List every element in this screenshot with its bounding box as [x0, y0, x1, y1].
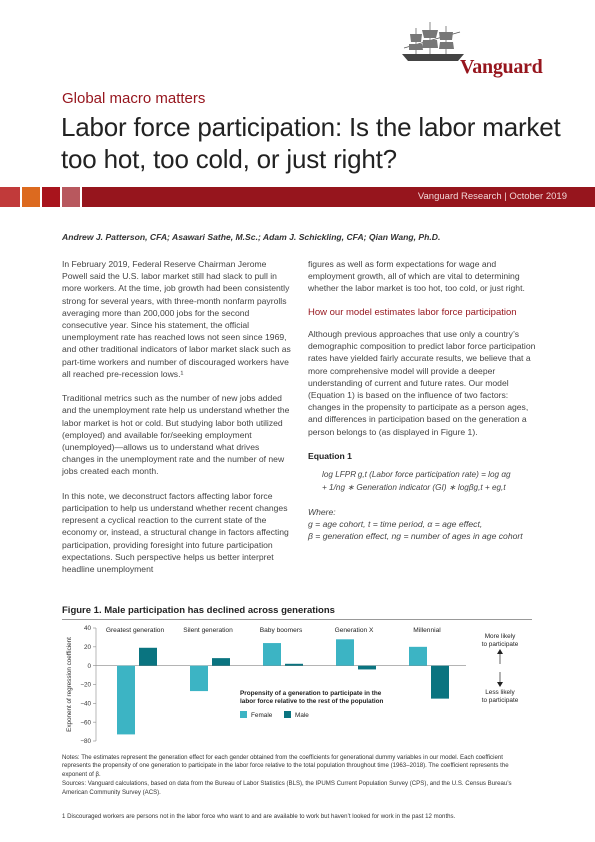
legend-label-female: Female — [251, 712, 273, 719]
bar-female — [263, 643, 281, 666]
category-label: Greatest generation — [105, 627, 165, 634]
category-label: Silent generation — [183, 627, 233, 634]
body-paragraph: Traditional metrics such as the number of new jobs added and the unemployment rate help us understand whether the labor market is hot or cold. But studying labor both utilized (employed) and available for/seeking employment (unemployed)—allows us to understand what drives changes in the unemployment rate and the number of new jobs created each month. — [62, 393, 290, 477]
strip-segment — [22, 187, 40, 207]
annotation-more-likely: More likely to participate — [481, 633, 519, 648]
y-tick-label: −80 — [80, 738, 91, 746]
strip-segment — [0, 187, 20, 207]
authors: Andrew J. Patterson, CFA; Asawari Sathe, M.Sc.; Adam J. Schickling, CFA; Qian Wang, Ph.D. — [62, 232, 441, 242]
equation — [308, 468, 540, 494]
footnote: 1 Discouraged workers are persons not in the labor force who want to and are available to work but haven’t looked for work in the past 12 months. — [62, 813, 456, 820]
y-tick-label: −40 — [80, 700, 91, 708]
vanguard-logo — [398, 18, 568, 80]
bar-male — [358, 666, 376, 670]
strip-publication-info: Vanguard Research | October 2019 — [82, 187, 595, 207]
bar-female — [190, 666, 208, 691]
bar-female — [117, 666, 135, 735]
bar-female — [336, 639, 354, 665]
brand-wordmark: Vanguard — [460, 56, 543, 78]
figure-title: Figure 1. Male participation has declined across generations — [62, 605, 335, 616]
equation-line: log LFPR g,t (Labor force participation rate) = log αg — [322, 470, 511, 480]
figure-notes — [62, 754, 532, 798]
arrow-down-head — [497, 682, 503, 687]
where-line: β = generation effect, ng = number of ages in age cohort — [308, 531, 523, 542]
annotation-less-likely: Less likely to participate — [481, 689, 519, 704]
y-tick-label: −60 — [80, 719, 91, 727]
bar-male — [212, 658, 230, 666]
section-heading: How our model estimates labor force participation — [308, 306, 517, 318]
legend-title: Propensity of a generation to participate in the labor force relative to the rest of the population — [240, 690, 384, 705]
bar-male — [285, 664, 303, 666]
category-label: Millennial — [413, 627, 441, 634]
strip-segment — [62, 187, 80, 207]
bar-male — [431, 666, 449, 699]
body-right-column — [308, 258, 540, 543]
y-tick-label: 40 — [83, 625, 91, 633]
strip-segment — [42, 187, 60, 207]
where-line: g = age cohort, t = time period, α = age effect, — [308, 519, 483, 530]
body-left-column — [62, 258, 294, 587]
legend-label-male: Male — [295, 712, 309, 719]
equation-title: Equation 1 — [308, 450, 352, 461]
legend-swatch-male — [284, 711, 291, 718]
series-label: Global macro matters — [62, 90, 206, 107]
y-tick-label: −20 — [80, 681, 91, 689]
body-paragraph: Although previous approaches that use only a country’s demographic composition to predict labor force participation rates have yielded fairly accurate results, we believe that a more comprehensive model will provide a deeper understanding of current and future rates. Our model (Equation 1) is based on the influence of two factors: changes in the propensity to participate as a person ages, and differences in participation based on the generation a person belongs to (as displayed in Figure 1). — [308, 329, 536, 437]
y-tick-label: 20 — [83, 644, 91, 652]
where-label: Where: — [308, 507, 336, 518]
body-paragraph: In this note, we deconstruct factors affecting labor force participation to help us understand whether recent changes represent a cyclical reaction to the current state of the economy or, instead, a structural change in factors affecting participation, providing foresight into future participation expectations. Such perspective helps us better interpret headline unemployment — [62, 490, 289, 575]
notes-text: Notes: The estimates represent the generation effect for each gender obtained from the coefficients for generational dummy variables in our model. Each coefficient represents the propensity of one generation to participate in the labor force relative to the total population throughout time (1963–2018). The coefficient represents the exponent of β. — [62, 754, 509, 778]
y-tick-label: 0 — [87, 662, 91, 670]
arrow-up-head — [497, 649, 503, 654]
bar-female — [409, 647, 427, 666]
equation-definitions — [308, 506, 540, 543]
legend-swatch-female — [240, 711, 247, 718]
bar-male — [139, 648, 157, 666]
equation-line: + 1/ng ∗ Generation indicator (GI) ∗ logβg,t + eg,t — [322, 483, 506, 493]
category-label: Generation X — [334, 627, 374, 634]
body-paragraph: figures as well as form expectations for wage and employment growth, all of which are vital to determining whether the labor market is too hot, too cold, or just right. — [308, 259, 525, 294]
body-paragraph: In February 2019, Federal Reserve Chairman Jerome Powell said the U.S. labor market still had slack to pull in more workers. At the time, job growth had been consistently strong for several years, with three-month nonfarm payrolls averaging more than 200,000 jobs for the second consecutive year. Since his statement, the official unemployment rate has reached lows not seen since 1969, and other traditional indicators of labor market slack such as part-time workers and number of discouraged workers have all reached pre-recession lows.¹ — [62, 259, 291, 379]
y-axis-label: Exponent of regression coefficient — [66, 637, 73, 732]
header-strip — [0, 187, 595, 207]
page-title: Labor force participation: Is the labor market too hot, too cold, or just right? — [61, 112, 561, 174]
sources-text: Sources: Vanguard calculations, based on data from the Bureau of Labor Statistics (BLS), the IPUMS Current Population Survey (CPS), and the U.S. Census Bureau’s American Community Survey (ACS). — [62, 780, 512, 796]
category-label: Baby boomers — [259, 627, 303, 634]
bar-chart — [62, 620, 532, 748]
